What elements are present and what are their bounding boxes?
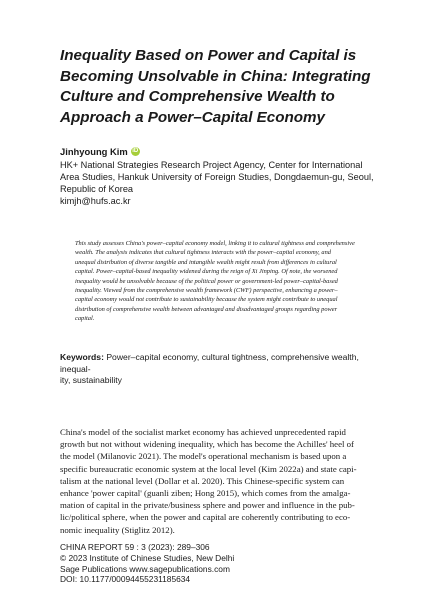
body-line: China's model of the socialist market economy has achieved unprecedented rapid bbox=[60, 427, 346, 437]
keywords-label: Keywords: bbox=[60, 352, 104, 362]
affiliation-line: HK+ National Strategies Research Project Agency, Center for International bbox=[60, 160, 363, 170]
abstract-line: inequality. Viewed from the comprehensive wealth framework (CWF) perspective, enhancing a power– bbox=[75, 287, 338, 295]
author-affiliation bbox=[60, 159, 380, 207]
keywords-line: ity, sustainability bbox=[60, 375, 122, 385]
footer-citation: CHINA REPORT 59 : 3 (2023): 289–306 bbox=[60, 542, 210, 552]
journal-footer bbox=[60, 542, 320, 585]
footer-copyright: © 2023 Institute of Chinese Studies, New Delhi bbox=[60, 552, 235, 563]
footer-doi[interactable]: DOI: 10.1177/00094455231185634 bbox=[60, 574, 191, 585]
keywords-line bbox=[60, 352, 382, 375]
abstract-line: distribution of comprehensive wealth between advantaged and disadvantaged groups regarding power bbox=[75, 305, 338, 313]
affiliation-line: Republic of Korea bbox=[60, 184, 134, 194]
title-line: Culture and Comprehensive Wealth to bbox=[60, 88, 335, 105]
abstract bbox=[75, 239, 371, 324]
footer-publisher: Sage Publications www.sagepublications.com bbox=[60, 563, 230, 574]
abstract-line: unequal distribution of diverse tangible and intangible wealth might result from differences in cultural bbox=[75, 258, 337, 266]
keywords bbox=[60, 352, 382, 387]
abstract-line: inequality would be unsolvable because of the political power or government-led power–capital-based bbox=[75, 277, 338, 285]
body-line: enhance 'power capital' (guanli ziben; Hong 2015), which comes from the amalga- bbox=[60, 488, 351, 499]
body-paragraph bbox=[60, 426, 382, 536]
body-line: the model (Milanovic 2021). The model's operational mechanism is based upon a bbox=[60, 451, 347, 462]
title-line: Inequality Based on Power and Capital is bbox=[60, 47, 357, 64]
affiliation-line: Area Studies, Hankuk University of Foreign Studies, Dongdaemun-gu, Seoul, bbox=[60, 172, 374, 182]
title-line: Approach a Power–Capital Economy bbox=[60, 108, 326, 126]
body-line: lic/political sphere, when the power and capital are coherently contributing to eco- bbox=[60, 512, 351, 523]
keywords-text: Power–capital economy, cultural tightness, comprehensive wealth, inequal- bbox=[60, 352, 359, 374]
author-email[interactable]: kimjh@hufs.ac.kr bbox=[60, 196, 131, 206]
orcid-icon[interactable]: iD bbox=[132, 148, 139, 154]
body-line: growth but not without widening inequality, which has become the Achilles' heel of bbox=[60, 439, 354, 450]
article-title bbox=[60, 46, 400, 128]
abstract-line: capital economy would not contribute to sustainability because the system might contribute to unequal bbox=[75, 296, 338, 304]
abstract-line: This study assesses China's power–capital economy model, linking it to cultural tightness and comprehensive bbox=[75, 240, 355, 247]
abstract-line: capital. Power–capital-based inequality widened during the reign of Xi Jinping. Of note, the worsened bbox=[75, 268, 338, 276]
body-line: nomic inequality (Stiglitz 2012). bbox=[60, 524, 175, 535]
body-line: talism at the national level (Dollar et al. 2020). This Chinese-specific system can bbox=[60, 475, 345, 486]
abstract-line: capital. bbox=[75, 315, 95, 323]
body-line: specific bureaucratic economic system at the local level (Kim 2022a) and state capi- bbox=[60, 463, 357, 474]
author-line bbox=[60, 146, 140, 157]
abstract-line: wealth. The analysis indicates that cultural tightness interacts with the power–capital economy, and bbox=[75, 249, 331, 257]
title-line: Becoming Unsolvable in China: Integrating bbox=[60, 67, 371, 85]
body-line: mation of capital in the private/business sphere and power and influence in the pub- bbox=[60, 500, 355, 511]
author-name: Jinhyoung Kim bbox=[60, 146, 128, 157]
